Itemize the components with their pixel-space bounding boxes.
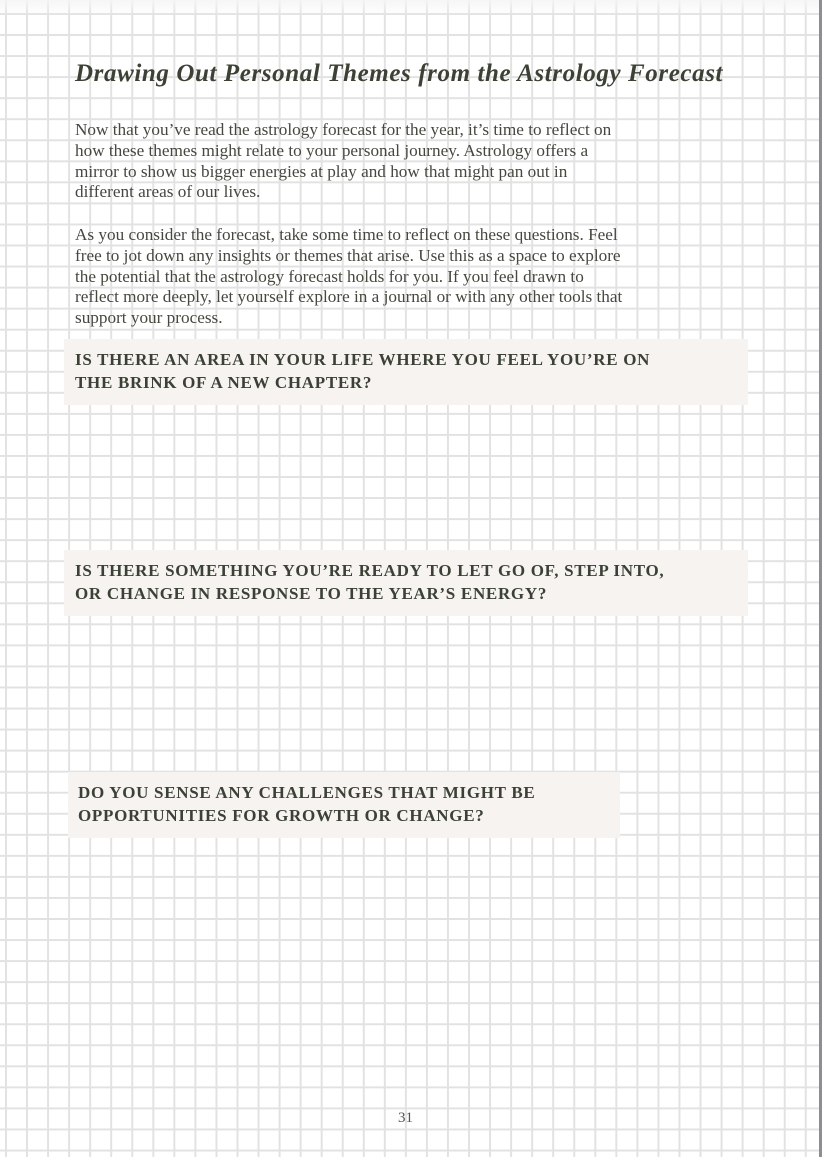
intro-paragraph-1: [75, 120, 745, 203]
question-text: IS THERE AN AREA IN YOUR LIFE WHERE YOU FEEL YOU’RE ON: [75, 350, 651, 369]
question-text: DO YOU SENSE ANY CHALLENGES THAT MIGHT BE: [78, 783, 536, 802]
text-line: support your process.: [75, 308, 223, 328]
text-line: how these themes might relate to your personal journey. Astrology offers a: [75, 140, 589, 160]
question-box-new-chapter: [64, 339, 748, 405]
page-title: Drawing Out Personal Themes from the Astrology Forecast: [75, 60, 724, 87]
text-line: Now that you’ve read the astrology forecast for the year, it’s time to reflect on: [75, 120, 612, 139]
question-text: OR CHANGE IN RESPONSE TO THE YEAR’S ENERGY?: [75, 584, 548, 603]
page-top-shadow: [0, 0, 822, 16]
text-line: free to jot down any insights or themes that arise. Use this as a space to explore: [75, 245, 621, 265]
answer-area-let-go[interactable]: [64, 621, 748, 766]
answer-area-challenges[interactable]: [64, 843, 748, 1093]
question-text: IS THERE SOMETHING YOU’RE READY TO LET GO OF, STEP INTO,: [75, 561, 665, 580]
intro-paragraph-2: [75, 225, 745, 329]
answer-area-new-chapter[interactable]: [64, 410, 748, 544]
question-box-let-go: [64, 550, 748, 616]
question-text: OPPORTUNITIES FOR GROWTH OR CHANGE?: [78, 806, 485, 825]
text-line: the potential that the astrology forecast holds for you. If you feel drawn to: [75, 266, 584, 286]
text-line: reflect more deeply, let yourself explore in a journal or with any other tools that: [75, 287, 623, 307]
text-line: As you consider the forecast, take some time to reflect on these questions. Feel: [75, 225, 618, 244]
question-text: THE BRINK OF A NEW CHAPTER?: [75, 373, 373, 392]
text-line: mirror to show us bigger energies at play and how that might pan out in: [75, 161, 568, 181]
page-number: 31: [398, 1110, 413, 1126]
question-box-challenges: [68, 772, 620, 838]
text-line: different areas of our lives.: [75, 182, 261, 202]
